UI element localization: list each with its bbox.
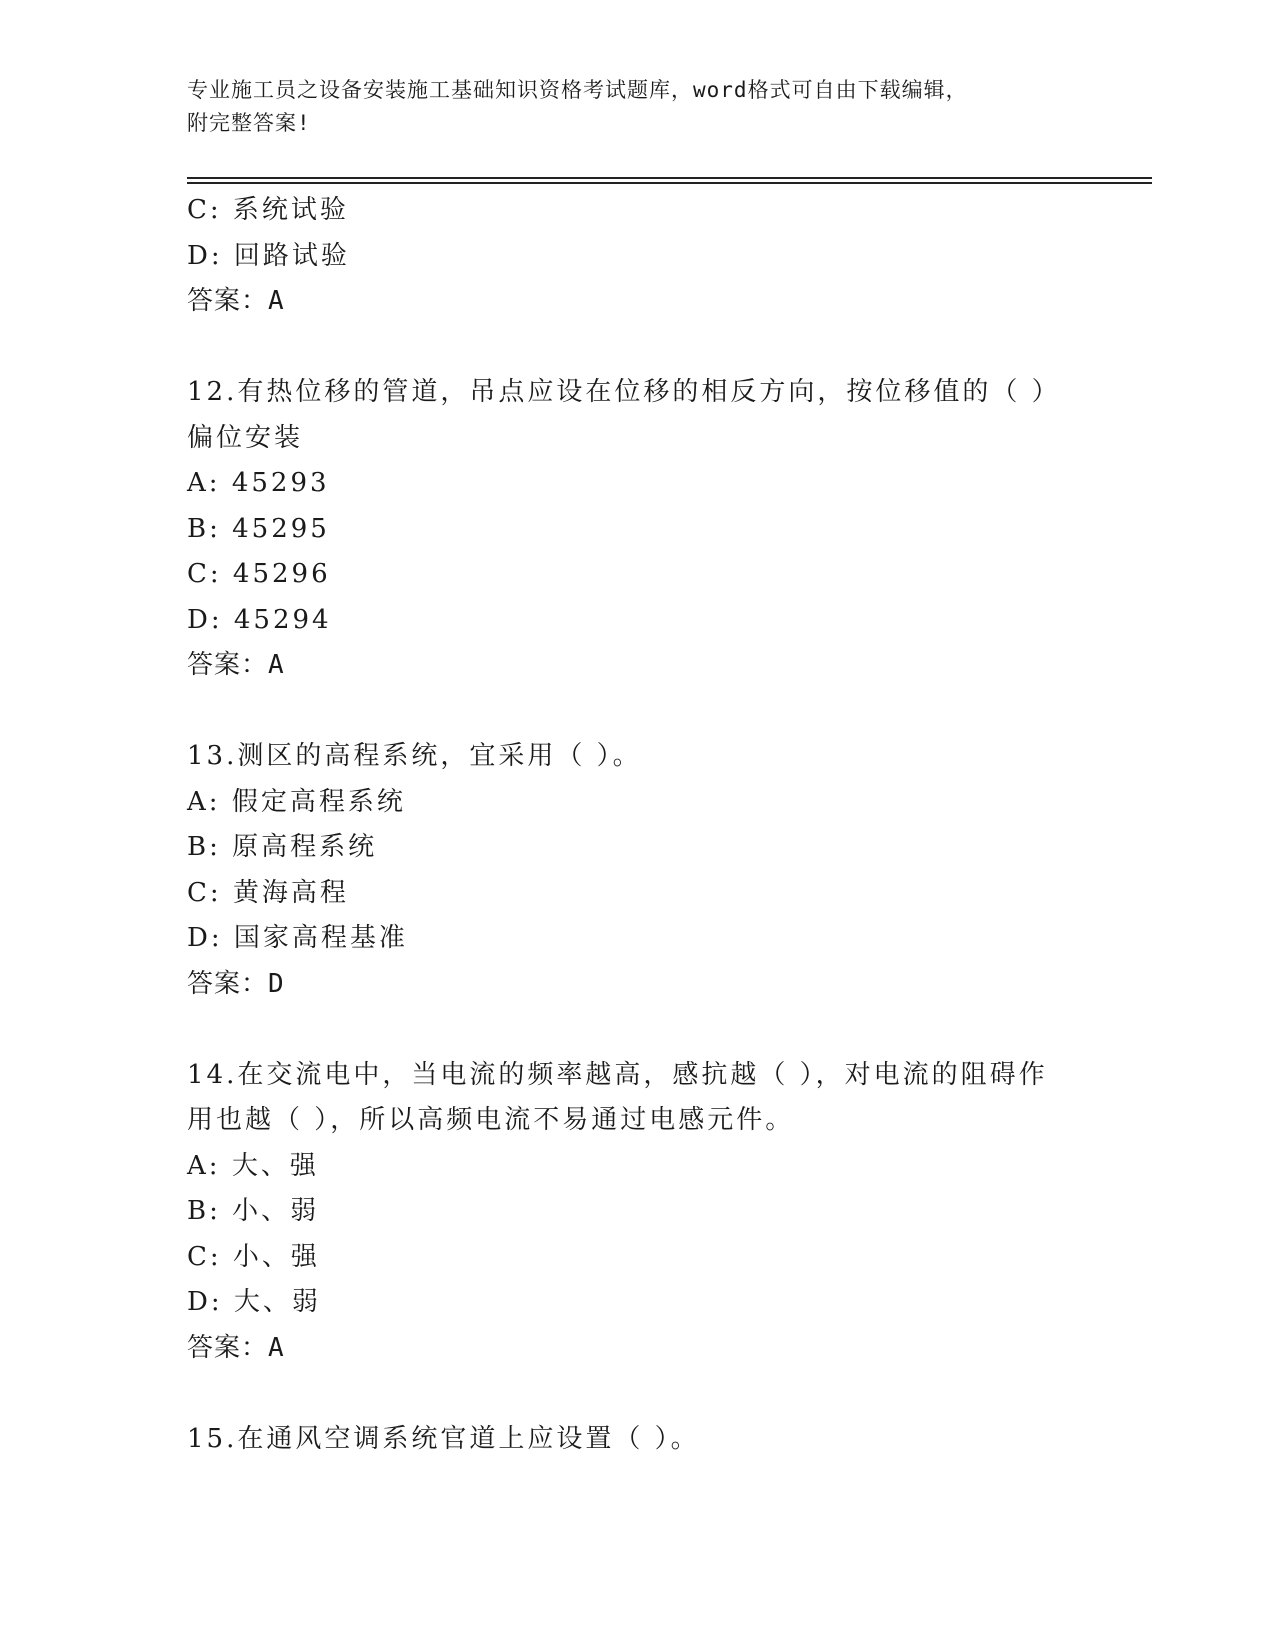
option-text: 小、强 [232, 1241, 320, 1272]
option-text: 大、强 [231, 1150, 319, 1181]
option-b [187, 507, 1147, 553]
answer-line: 答案：D [187, 968, 285, 999]
option-label: A: [187, 1150, 221, 1181]
question-15 [187, 1417, 1147, 1463]
option-text: 国家高程基准 [233, 923, 408, 953]
answer-line: 答案：A [187, 1332, 285, 1363]
continued-question [187, 188, 1147, 325]
question-list [187, 188, 1147, 1462]
question-13 [187, 734, 1147, 1007]
option-label: C: [187, 877, 222, 908]
spacer [187, 325, 1147, 371]
option-c [187, 188, 1147, 234]
question-14 [187, 1053, 1147, 1372]
option-a [187, 461, 1147, 507]
option-text: 回路试验 [233, 240, 350, 271]
spacer [187, 1007, 1147, 1053]
option-text: 假定高程系统 [231, 786, 406, 817]
question-stem: 偏位安装 [187, 422, 304, 453]
question-stem: 14.在交流电中，当电流的频率越高，感抗越（ ），对电流的阻碍作 [187, 1059, 1048, 1090]
option-label: A: [187, 468, 221, 498]
answer-line: 答案：A [187, 650, 285, 680]
option-text: 45295 [232, 513, 330, 544]
question-12 [187, 370, 1147, 689]
option-c [187, 552, 1147, 598]
option-label: D: [187, 604, 223, 635]
option-text: 系统试验 [232, 195, 349, 225]
answer-line: 答案：A [187, 286, 285, 316]
header-divider-top [187, 177, 1152, 179]
option-c [187, 871, 1147, 917]
option-label: B: [187, 1196, 221, 1226]
option-d [187, 1280, 1147, 1326]
option-label: C: [187, 195, 222, 225]
spacer [187, 1371, 1147, 1417]
option-d [187, 598, 1147, 644]
question-stem: 15.在通风空调系统官道上应设置（ ）。 [187, 1423, 700, 1454]
option-label: A: [187, 786, 221, 817]
option-label: D: [187, 1287, 223, 1317]
document-header [187, 74, 1067, 140]
option-label: D: [187, 240, 223, 271]
option-text: 45294 [233, 604, 332, 635]
option-text: 45296 [232, 559, 331, 589]
option-text: 大、弱 [233, 1287, 321, 1317]
option-b [187, 825, 1147, 871]
option-text: 45293 [231, 468, 330, 498]
header-divider-bottom [187, 182, 1152, 184]
option-text: 原高程系统 [232, 832, 378, 862]
question-stem: 13.测区的高程系统，宜采用（ ）。 [187, 741, 642, 771]
option-d [187, 916, 1147, 962]
header-line-1: 专业施工员之设备安装施工基础知识资格考试题库，word格式可自由下载编辑， [187, 78, 968, 102]
option-a [187, 780, 1147, 826]
option-text: 小、弱 [232, 1196, 320, 1226]
option-label: C: [187, 559, 222, 589]
option-label: C: [187, 1241, 222, 1272]
option-a [187, 1144, 1147, 1190]
spacer [187, 689, 1147, 735]
option-c [187, 1235, 1147, 1281]
question-stem: 用也越（ ），所以高频电流不易通过电感元件。 [187, 1105, 795, 1135]
header-line-2: 附完整答案! [187, 111, 311, 135]
option-label: B: [187, 513, 221, 544]
option-label: D: [187, 923, 223, 953]
option-d [187, 234, 1147, 280]
question-stem: 12.有热位移的管道，吊点应设在位移的相反方向，按位移值的（ ） [187, 377, 1061, 407]
option-label: B: [187, 832, 221, 862]
option-text: 黄海高程 [232, 877, 349, 908]
option-b [187, 1189, 1147, 1235]
